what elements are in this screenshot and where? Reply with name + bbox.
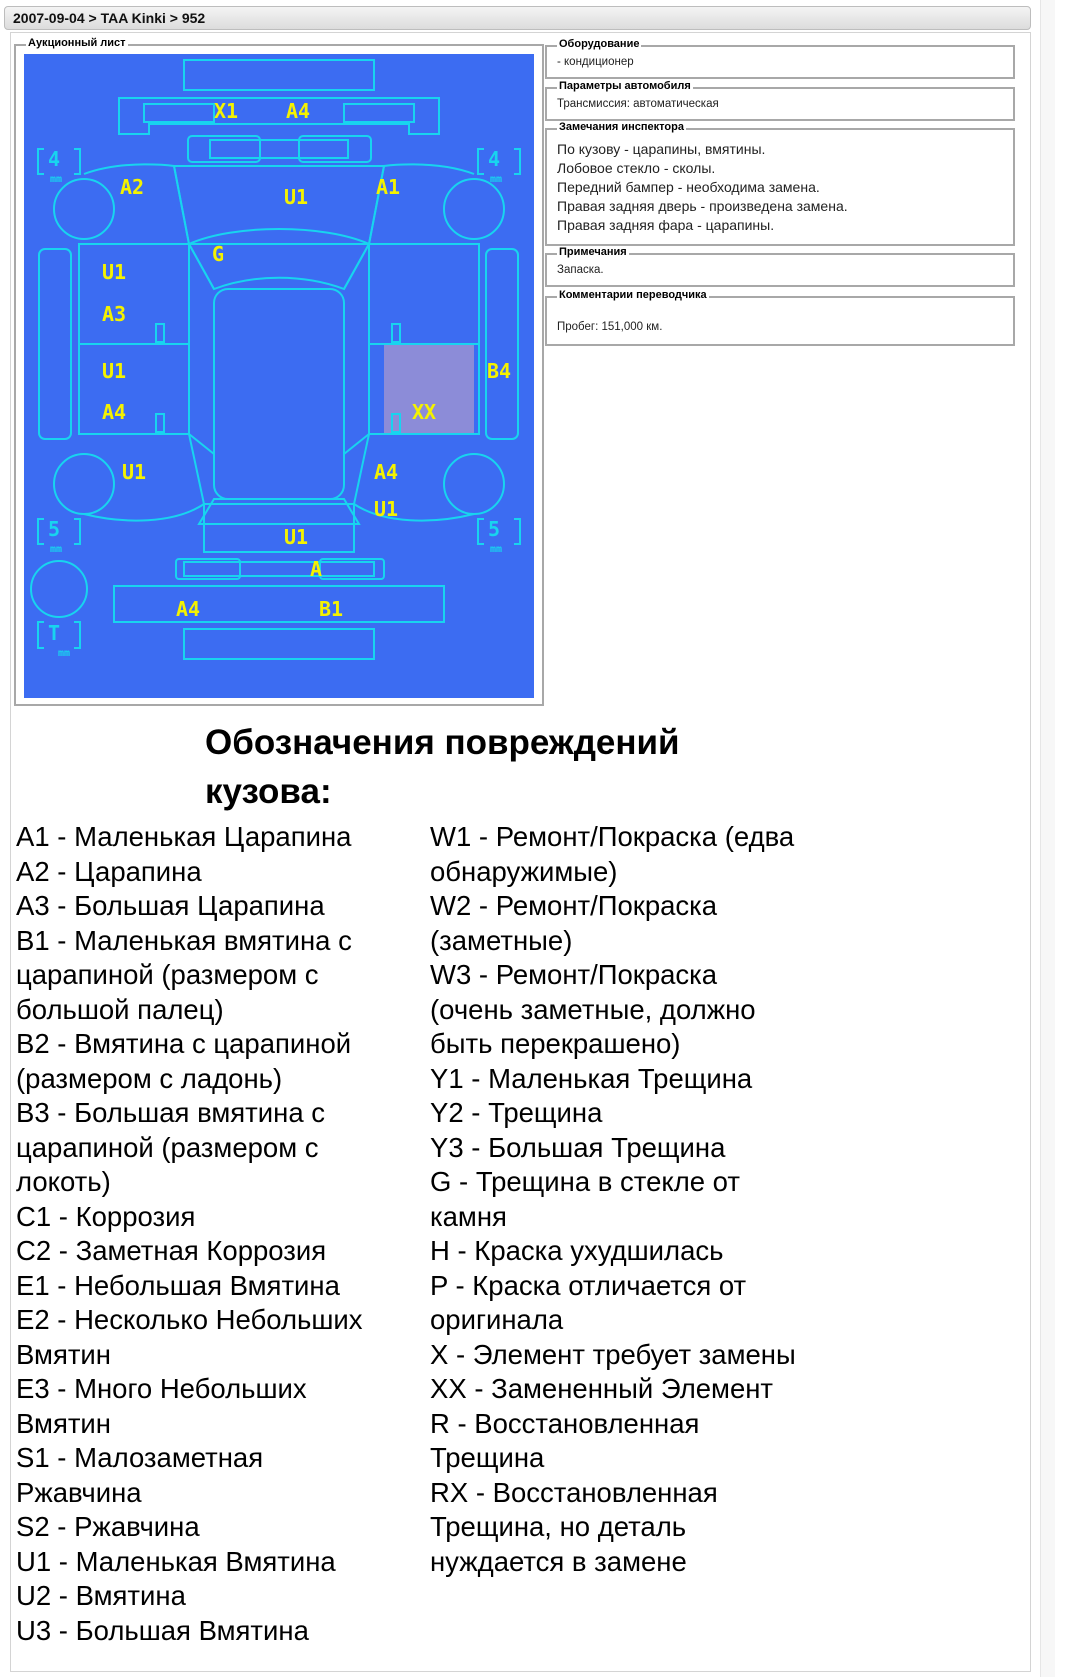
inspector-section [545,121,1015,246]
inspector-legend: Замечания инспектора [559,121,684,133]
unit-label: mm [58,648,71,659]
tyre-depth-value: 4 [488,147,501,171]
legend-line: быть перекрашено) [430,1028,681,1059]
legend-line: W2 - Ремонт/Покраска [430,890,718,921]
translator-legend: Комментарии переводчика [559,289,707,301]
legend-line: A2 - Царапина [16,855,202,887]
inspector-line: Правая задняя фара - царапины. [557,217,775,233]
auction-sheet-diagram [24,54,534,698]
legend-title: Обозначения повреждений кузова: [205,723,680,811]
inspector-line: Лобовое стекло - сколы. [557,160,716,176]
legend-line: B2 - Вмятина с царапиной [16,1028,352,1059]
legend-line: Трещина, но деталь [430,1511,687,1542]
legend-line: Y1 - Маленькая Трещина [430,1062,753,1094]
diagram-label: U1 [102,260,127,284]
translator-section [545,289,1015,346]
legend-line: C2 - Заметная Коррозия [16,1235,327,1266]
legend-line: царапиной (размером с [16,959,319,990]
diagram-label: U1 [284,525,309,549]
legend-line: G - Трещина в стекле от [430,1166,740,1197]
legend-line: S1 - Малозаметная [16,1442,264,1473]
legend-line: R - Восстановленная [430,1407,700,1439]
unit-label: mm [490,174,503,185]
inspector-line: Правая задняя дверь - произведена замена. [557,198,848,214]
legend-line: (заметные) [430,924,573,956]
equipment-text: - кондиционер [557,56,634,68]
legend-line: камня [430,1200,507,1232]
diagram-label: G [212,242,225,266]
diagram-label: A4 [176,597,201,621]
legend-line: (размером с ладонь) [16,1062,283,1094]
legend-line: (очень заметные, должно [430,993,756,1025]
legend-line: оригинала [430,1304,564,1335]
legend-line: U2 - Вмятина [16,1580,186,1611]
diagram-label: A4 [102,400,127,424]
inspector-line: По кузову - царапины, вмятины. [557,141,766,157]
translator-text: Пробег: 151,000 км. [557,321,663,333]
unit-label: mm [50,544,63,555]
tyre-depth-value: 5 [488,517,501,541]
breadcrumb: 2007-09-04 > TAA Kinki > 952 [13,10,206,26]
tyre-depth-value: 5 [48,517,61,541]
breadcrumb-bar [4,6,1031,30]
inspector-lines [557,140,848,235]
legend-line: Вмятин [16,1338,111,1370]
equipment-section [545,38,1015,79]
legend-line: H - Краска ухудшилась [430,1235,724,1266]
legend-line: E3 - Много Небольших [16,1373,307,1404]
diagram-label: A2 [120,175,145,199]
legend-line: B1 - Маленькая вмятина с [16,924,352,956]
legend-line: C1 - Коррозия [16,1200,196,1232]
inspector-line: Передний бампер - необходима замена. [557,179,820,195]
diagram-label: U1 [102,359,127,383]
diagram-label: A1 [376,175,401,199]
tyre-depth-value: T [48,621,61,645]
legend-line: A3 - Большая Царапина [16,890,325,921]
scrollbar[interactable] [1040,0,1055,1677]
car-params-legend: Параметры автомобиля [559,80,691,92]
auction-sheet-legend: Аукционный лист [28,37,126,49]
unit-label: mm [50,174,63,185]
legend-line: U3 - Большая Вмятина [16,1614,309,1646]
legend-column-right [430,820,870,1579]
diagram-label: U1 [122,460,147,484]
car-params-section [545,80,1015,121]
tyre-depth-value: 4 [48,147,61,171]
legend-line: W3 - Ремонт/Покраска [430,959,718,990]
diagram-label: A [310,557,323,581]
legend-line: E1 - Небольшая Вмятина [16,1269,340,1301]
legend-line: U1 - Маленькая Вмятина [16,1545,336,1577]
legend-line: S2 - Ржавчина [16,1511,200,1542]
legend-line: нуждается в замене [430,1545,687,1577]
legend-line: B3 - Большая вмятина с [16,1097,325,1128]
legend-line: Y3 - Большая Трещина [430,1131,726,1163]
legend-line: большой палец) [16,993,224,1025]
car-params-text: Трансмиссия: автоматическая [557,98,719,110]
diagram-label: A3 [102,302,127,326]
legend-line: Y2 - Трещина [430,1097,603,1128]
legend-line: локоть) [16,1166,111,1197]
equipment-legend: Оборудование [559,38,640,50]
legend-line: X - Элемент требует замены [430,1338,796,1370]
legend-column-left [16,820,416,1648]
notes-section [545,246,1015,287]
diagram-label: A4 [374,460,399,484]
diagram-label: XX [412,400,437,424]
legend-line: E2 - Несколько Небольших [16,1304,363,1335]
diagram-label: B4 [487,359,512,383]
notes-legend: Примечания [559,246,627,258]
legend-line: Вмятин [16,1407,111,1439]
legend-line: обнаружимые) [430,855,618,887]
legend-line: W1 - Ремонт/Покраска (едва [430,821,795,852]
unit-label: mm [490,544,503,555]
diagram-label: B1 [319,597,344,621]
legend-line: A1 - Маленькая Царапина [16,821,352,852]
legend-line: XX - Замененный Элемент [430,1373,774,1404]
diagram-label: A4 [286,99,311,123]
legend-line: P - Краска отличается от [430,1269,747,1301]
legend-line: царапиной (размером с [16,1131,319,1163]
legend-line: RX - Восстановленная [430,1476,718,1508]
legend-line: Трещина [430,1442,545,1473]
diagram-label: U1 [284,185,309,209]
diagram-label: U1 [374,497,399,521]
diagram-label: X1 [214,99,239,123]
notes-text: Запаска. [557,264,604,276]
legend-line: Ржавчина [16,1476,142,1508]
